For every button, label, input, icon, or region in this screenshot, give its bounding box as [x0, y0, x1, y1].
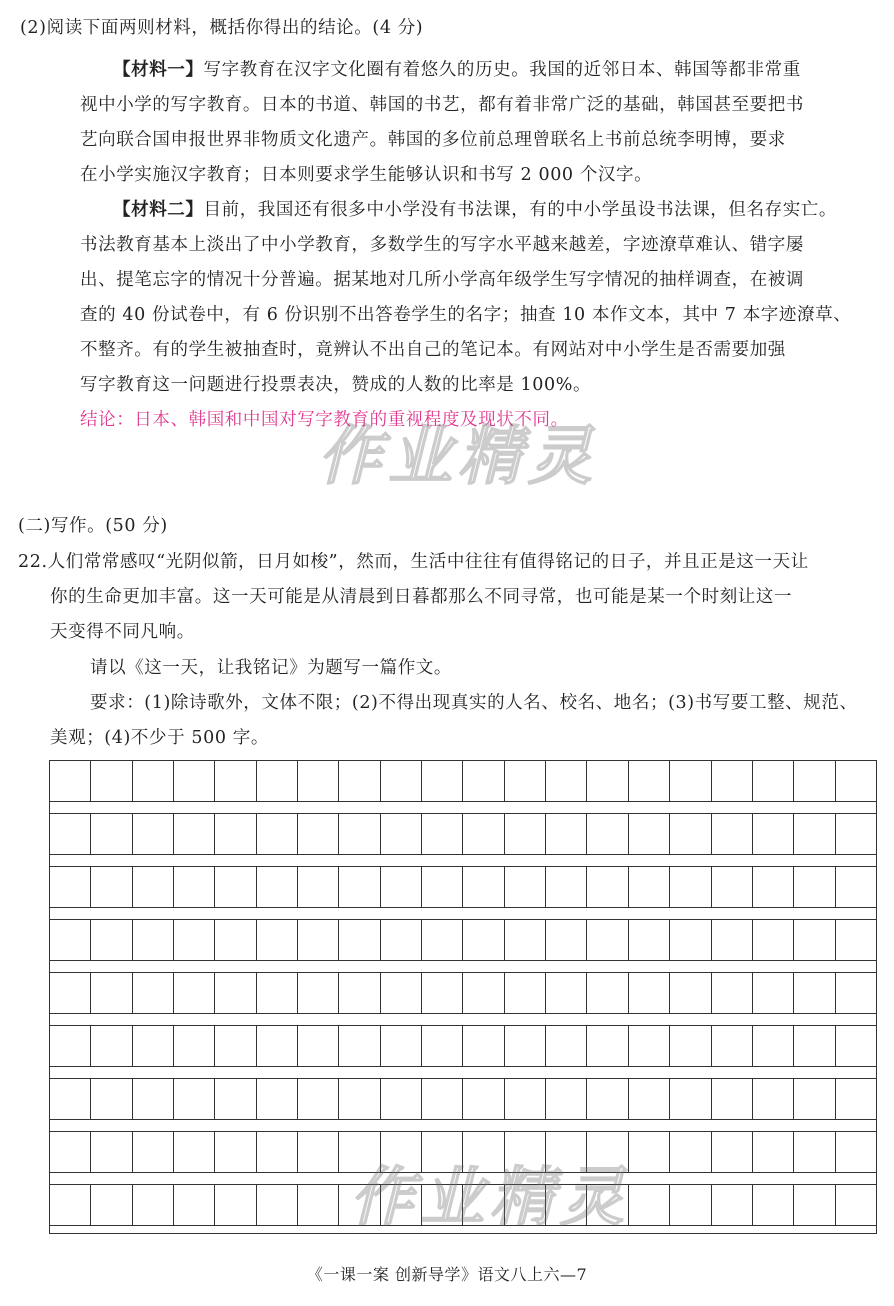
requirements-line-2: 美观；(4)不少于 500 字。 [50, 728, 269, 748]
material2-line-4: 查的 40 份试卷中，有 6 份识别不出答卷学生的名字；抽查 10 本作文本，其中 7 本字迹潦草、 [80, 305, 852, 325]
grid-row[interactable] [49, 919, 877, 961]
grid-row[interactable] [49, 1078, 877, 1120]
grid-row[interactable] [49, 866, 877, 908]
essay-instruction: 请以《这一天，让我铭记》为题写一篇作文。 [90, 658, 452, 678]
material2-line-6: 写字教育这一问题进行投票表决，赞成的人数的比率是 100%。 [80, 375, 592, 395]
question-prompt: (2)阅读下面两则材料，概括你得出的结论。(4 分) [20, 18, 424, 38]
material1-label: 【材料一】 [113, 60, 204, 80]
material2-line-1: 【材料二】目前，我国还有很多中小学没有书法课，有的中小学虽设书法课，但名存实亡。 [113, 200, 837, 220]
material1-line-1: 【材料一】写字教育在汉字文化圈有着悠久的历史。我国的近邻日本、韩国等都非常重 [113, 60, 801, 80]
material1-line-2: 视中小学的写字教育。日本的书道、韩国的书艺，都有着非常广泛的基础，韩国甚至要把书 [80, 95, 804, 115]
grid-row[interactable] [49, 760, 877, 802]
material1-line-3: 艺向联合国申报世界非物质文化遗产。韩国的多位前总理曾联名上书前总统李明博，要求 [80, 130, 786, 150]
grid-row[interactable] [49, 972, 877, 1014]
material2-label: 【材料二】 [113, 200, 204, 220]
requirements-line-1: 要求：(1)除诗歌外，文体不限；(2)不得出现真实的人名、校名、地名；(3)书写要工整、规范、 [90, 693, 858, 713]
section-heading: (二)写作。(50 分) [18, 516, 168, 536]
material2-line-2: 书法教育基本上淡出了中小学教育，多数学生的写字水平越来越差，字迹潦草难认、错字屡 [80, 235, 804, 255]
watermark-upper: 作业精灵 [318, 419, 598, 494]
q22-line-3: 天变得不同凡响。 [50, 622, 195, 642]
material2-line-5: 不整齐。有的学生被抽查时，竟辨认不出自己的笔记本。有网站对中小学生是否需要加强 [80, 340, 786, 360]
answer-conclusion: 结论：日本、韩国和中国对写字教育的重视程度及现状不同。 [80, 410, 569, 430]
watermark-lower: 作业精灵 [350, 1160, 630, 1235]
q22-line-2: 你的生命更加丰富。这一天可能是从清晨到日暮都那么不同寻常，也可能是某一个时刻让这一 [50, 587, 793, 607]
material2-line-3: 出、提笔忘字的情况十分普遍。据某地对几所小学高年级学生写字情况的抽样调查，在被调 [80, 270, 804, 290]
page-footer: 《一课一案 创新导学》语文八上六—7 [306, 1265, 588, 1284]
grid-row[interactable] [49, 1025, 877, 1067]
grid-row[interactable] [49, 813, 877, 855]
material1-line-4: 在小学实施汉字教育；日本则要求学生能够认识和书写 2 000 个汉字。 [80, 165, 653, 185]
q22-line-1: 22.人们常常感叹“光阴似箭，日月如梭”，然而，生活中往往有值得铭记的日子，并且正是这一天让 [18, 552, 809, 572]
